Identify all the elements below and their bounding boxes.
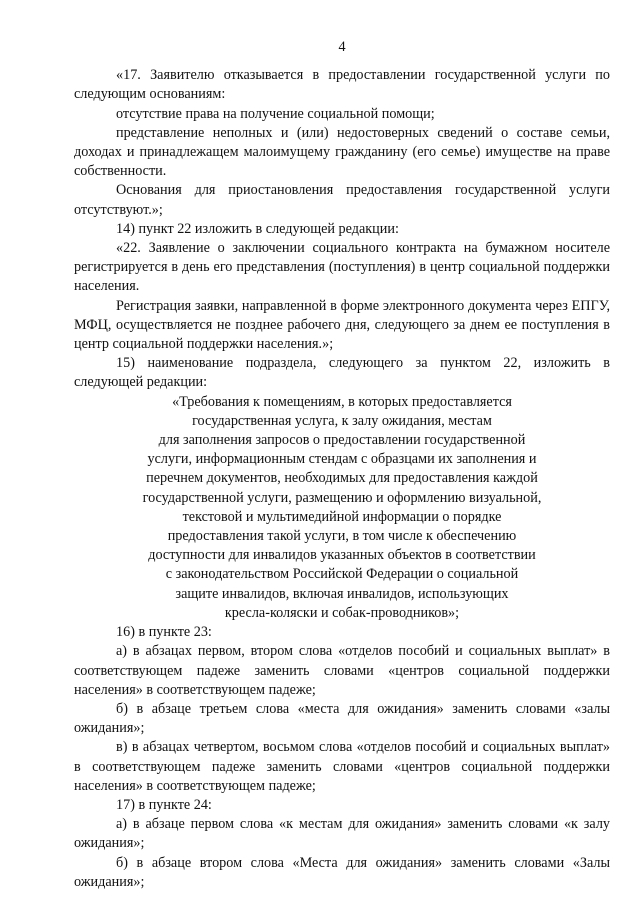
heading-line: государственная услуга, к залу ожидания, местам (192, 412, 492, 429)
heading-line: предоставления такой услуги, в том числе к обеспечению (167, 528, 517, 545)
paragraph: Регистрация заявки, направленной в форме электронного документа через ЕПГУ, МФЦ, осуществляется не позднее рабочего дня, следующего за днем ее поступления в центр социальной поддержки населения.»; (74, 297, 610, 353)
heading-line: с законодательством Российской Федерации о социальной (165, 566, 519, 583)
paragraph: б) в абзаце третьем слова «места для ожидания» заменить словами «залы ожидания»; (74, 700, 610, 737)
heading-line: «Требования к помещениям, в которых предоставляется (172, 393, 512, 410)
subsection-heading (74, 393, 610, 623)
heading-line: кресла-коляски и собак-проводников»; (224, 604, 460, 621)
paragraph: 16) в пункте 23: (116, 624, 212, 641)
paragraph: а) в абзацах первом, втором слова «отделов пособий и социальных выплат» в соответствующем падеже заменить словами «центров социальной поддержки населения» в соответствующем падеже; (74, 643, 610, 698)
paragraph: 14) пункт 22 изложить в следующей редакции: (116, 220, 399, 237)
paragraph: а) в абзаце первом слова «к местам для ожидания» заменить словами «к залу ожидания»; (74, 816, 610, 852)
heading-line: перечнем документов, необходимых для предоставления каждой (146, 470, 538, 487)
paragraph: 15) наименование подраздела, следующего за пунктом 22, изложить в следующей редакции: (74, 355, 610, 391)
heading-line: государственной услуги, размещению и оформлению визуальной, (142, 489, 542, 506)
heading-line: доступности для инвалидов указанных объектов в соответствии (148, 547, 536, 564)
paragraph: б) в абзаце втором слова «Места для ожидания» заменить словами «Залы ожидания»; (74, 854, 610, 890)
paragraph: отсутствие права на получение социальной помощи; (116, 105, 435, 122)
paragraph: «22. Заявление о заключении социального контракта на бумажном носителе регистрируется в день его представления (поступления) в центр социальной поддержки населения. (74, 240, 610, 295)
paragraph: в) в абзацах четвертом, восьмом слова «отделов пособий и социальных выплат» в соответствующем падеже заменить словами «центров социальной поддержки населения» в соответствующем падеже; (74, 739, 610, 794)
heading-line: услуги, информационным стендам с образцами их заполнения и (147, 451, 537, 468)
heading-line: текстовой и мультимедийной информации о порядке (182, 508, 502, 525)
paragraph: представление неполных и (или) недостоверных сведений о составе семьи, доходах и принадлежащем малоимущему гражданину (его семье) имуществе на праве собственности. (74, 124, 610, 180)
paragraph: «17. Заявителю отказывается в предоставлении государственной услуги по следующим основаниям: (74, 67, 610, 103)
paragraph: 17) в пункте 24: (116, 796, 212, 813)
heading-line: защите инвалидов, включая инвалидов, использующих (175, 585, 509, 602)
heading-line: для заполнения запросов о предоставлении государственной (158, 432, 526, 449)
paragraph: Основания для приостановления предоставления государственной услуги отсутствуют.»; (74, 182, 610, 218)
page-number: 4 (338, 39, 346, 55)
